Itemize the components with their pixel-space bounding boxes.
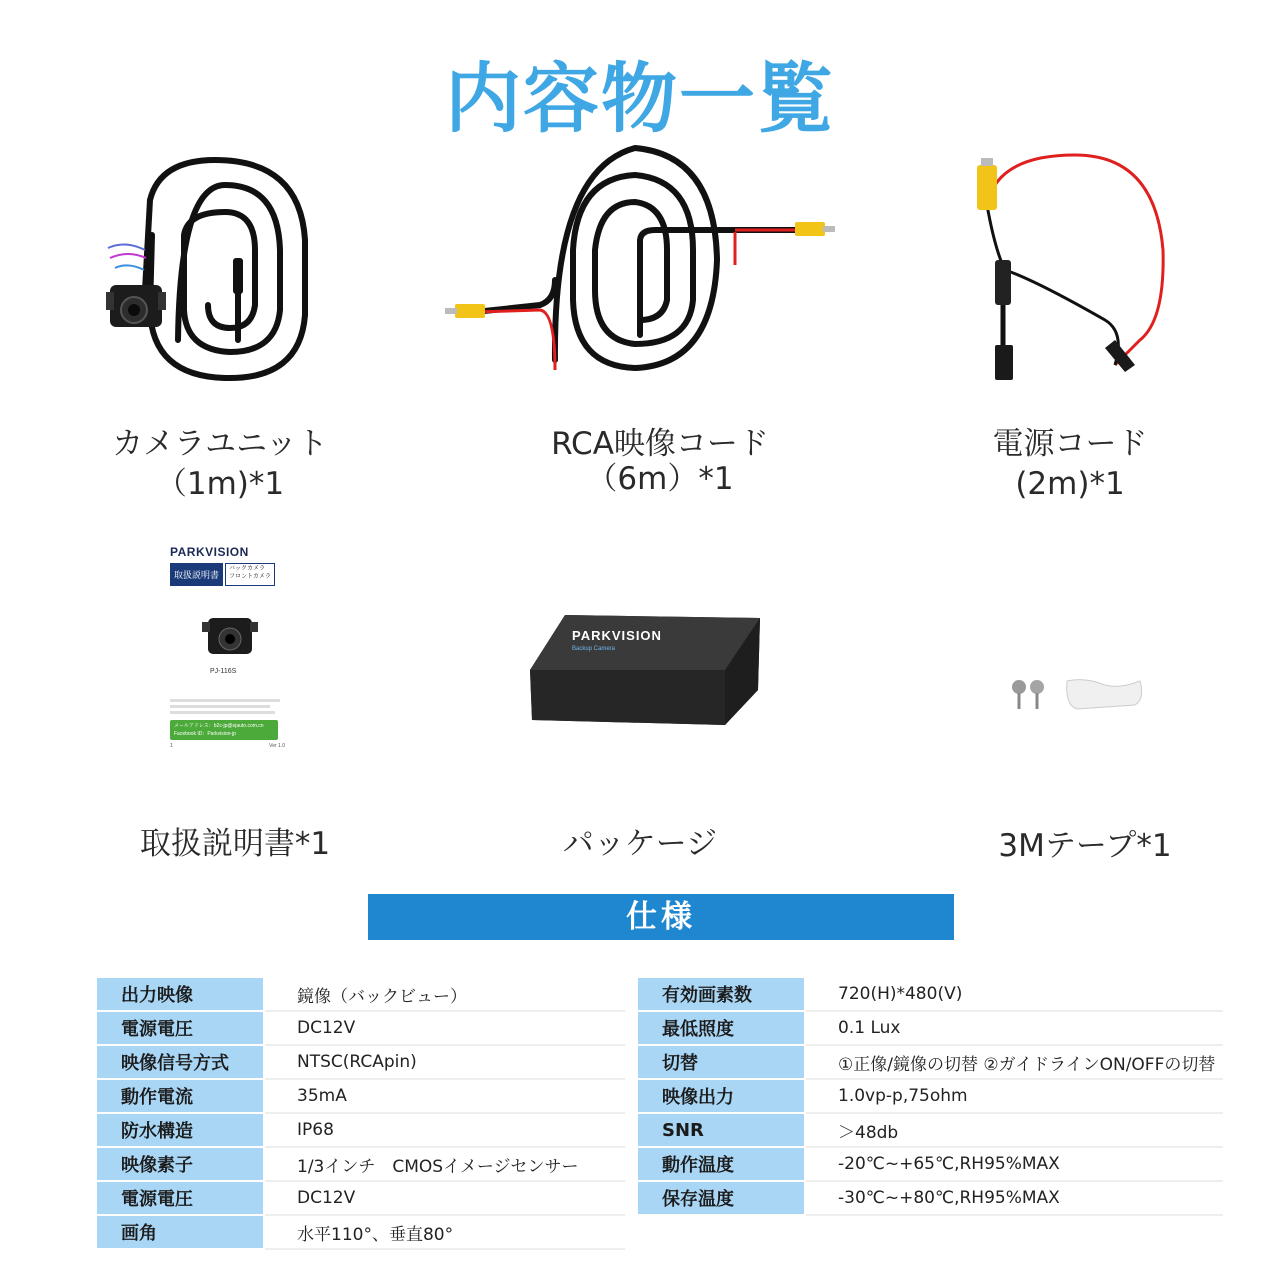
- rca-cable-image: [445, 140, 840, 380]
- manual-version: Ver 1.0: [269, 743, 285, 749]
- item-qty: (2m)*1: [1015, 466, 1125, 502]
- manual-email: メールアドレス：b2c-jp@ejauto.com.cn: [174, 723, 264, 729]
- manual-camera-icon: [200, 612, 260, 662]
- package-line: Backup Camera: [572, 646, 616, 652]
- spec-value: 720(H)*480(V): [805, 978, 1223, 1011]
- manual-page-number: 1: [170, 743, 173, 749]
- item-qty: （6m）*1: [586, 461, 734, 497]
- spec-heading: 仕様: [368, 894, 954, 940]
- camera-unit-image: [100, 140, 340, 400]
- item-qty: （1m)*1: [155, 466, 285, 502]
- power-cable-label: [950, 424, 1190, 504]
- spec-row: [97, 1147, 625, 1181]
- spec-value: ＞48db: [805, 1113, 1223, 1147]
- spec-value: -20℃~+65℃,RH95%MAX: [805, 1147, 1223, 1181]
- spec-value: 1.0vp-p,75ohm: [805, 1079, 1223, 1113]
- spec-value: NTSC(RCApin): [264, 1045, 625, 1079]
- spec-key: 切替: [638, 1045, 805, 1079]
- spec-value: IP68: [264, 1113, 625, 1147]
- spec-row: [638, 1147, 1223, 1181]
- page-title: 内容物一覧: [445, 54, 835, 143]
- manual-sub2: フロントカメラ: [229, 574, 271, 580]
- spec-value: ①正像/鏡像の切替 ②ガイドラインON/OFFの切替: [805, 1045, 1223, 1079]
- spec-table-left: [97, 978, 625, 1250]
- spec-key: 電源電圧: [97, 1011, 264, 1045]
- spec-key: 防水構造: [97, 1113, 264, 1147]
- rca-cable-label: [520, 424, 800, 497]
- package-label: パッケージ: [562, 826, 718, 862]
- spec-value: -30℃~+80℃,RH95%MAX: [805, 1181, 1223, 1215]
- spec-row: [638, 1113, 1223, 1147]
- spec-key: 最低照度: [638, 1011, 805, 1045]
- spec-key: 動作温度: [638, 1147, 805, 1181]
- spec-row: [638, 1079, 1223, 1113]
- manual-sub1: バックカメラ: [229, 566, 266, 572]
- spec-key: 出力映像: [97, 978, 264, 1011]
- spec-key: 映像出力: [638, 1079, 805, 1113]
- spec-row: [97, 1181, 625, 1215]
- manual-model: PJ-116S: [210, 668, 237, 675]
- spec-row: [638, 1011, 1223, 1045]
- spec-row: [97, 1215, 625, 1249]
- camera-unit-label: [110, 424, 330, 504]
- item-name: RCA映像コード: [551, 426, 769, 462]
- spec-key: 保存温度: [638, 1181, 805, 1215]
- spec-row: [638, 978, 1223, 1011]
- item-name: 電源コード: [992, 426, 1148, 462]
- package-brand: PARKVISION: [572, 628, 662, 643]
- spec-value: 1/3インチ CMOSイメージセンサー: [264, 1147, 625, 1181]
- spec-key: 有効画素数: [638, 978, 805, 1011]
- spec-key: 動作電流: [97, 1079, 264, 1113]
- spec-value: 水平110°、垂直80°: [264, 1215, 625, 1249]
- spec-row: [97, 1011, 625, 1045]
- spec-key: SNR: [638, 1113, 805, 1147]
- spec-row: [97, 978, 625, 1011]
- manual-brand: PARKVISION: [170, 545, 249, 559]
- spec-value: DC12V: [264, 1181, 625, 1215]
- item-name: カメラユニット: [112, 426, 328, 462]
- spec-key: 電源電圧: [97, 1181, 264, 1215]
- spec-row: [638, 1045, 1223, 1079]
- spec-key: 映像信号方式: [97, 1045, 264, 1079]
- power-cable-image: [965, 150, 1190, 390]
- spec-row: [97, 1113, 625, 1147]
- spec-key: 映像素子: [97, 1147, 264, 1181]
- spec-key: 画角: [97, 1215, 264, 1249]
- spec-row: [638, 1181, 1223, 1215]
- spec-value: 0.1 Lux: [805, 1011, 1223, 1045]
- spec-row: [97, 1079, 625, 1113]
- manual-facebook: Facebook ID：Parkvision-jp: [174, 731, 236, 737]
- manual-image: [170, 545, 295, 765]
- spec-row: [97, 1045, 625, 1079]
- spec-table-right: [638, 978, 1223, 1216]
- manual-doc-title: 取扱説明書: [170, 563, 223, 586]
- spec-value: DC12V: [264, 1011, 625, 1045]
- spec-value: 35mA: [264, 1079, 625, 1113]
- spec-value: 鏡像（バックビュー）: [264, 978, 625, 1011]
- tape-screws-image: [1005, 675, 1145, 715]
- manual-label: 取扱説明書*1: [139, 826, 331, 862]
- tape-label: 3Mテープ*1: [998, 828, 1172, 864]
